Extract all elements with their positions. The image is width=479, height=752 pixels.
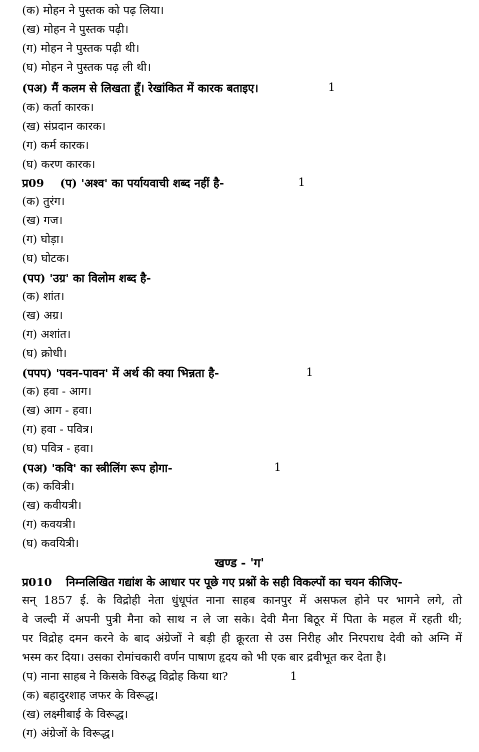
marks-q9-iv: 1 — [274, 461, 282, 474]
option-q8-a: (क) मोहन ने पुस्तक को पढ़ लिया। — [22, 4, 164, 17]
option-q9iv-a: (क) कवित्री। — [22, 480, 75, 493]
question-number-q10: प्र010 — [22, 575, 53, 589]
option-q9iv-c: (ग) कवयत्री। — [22, 518, 76, 531]
marks-q9-iii: 1 — [306, 366, 314, 379]
question-q10-i: (प) नाना साहब ने किसके विरुद्ध विद्रोह किया था? — [22, 670, 228, 683]
question-q9-i: (प) 'अश्व' का पर्यायवाची शब्द नहीं है- — [60, 176, 225, 190]
option-q8v-c: (ग) कर्म कारक। — [22, 139, 89, 152]
option-q9iii-b: (ख) आग - हवा। — [22, 404, 93, 417]
option-q10-b: (ख) लक्ष्मीबाई के विरूद्ध। — [22, 708, 129, 721]
option-q10-c: (ग) अंग्रेजों के विरूद्ध। — [22, 727, 115, 740]
option-q9iii-c: (ग) हवा - पवित्र। — [22, 423, 94, 436]
option-q9ii-a: (क) शांत। — [22, 290, 65, 303]
question-q9-iv: (पअ) 'कवि' का स्त्रीलिंग रूप होगा- — [22, 461, 173, 475]
passage-line-4: भस्म कर दिया। उसका रोमांचकारी वर्णन पाषाण हृदय को भी एक बार द्रवीभूत कर देता है। — [22, 651, 387, 664]
option-q8v-b: (ख) संप्रदान कारक। — [22, 120, 106, 133]
question-q9-iii: (पपप) 'पवन-पावन' में अर्थ की क्या भिन्नता है- — [22, 366, 220, 380]
question-q8-v: (पअ) मैं कलम से लिखता हूँ। रेखांकित में कारक बताइए। — [22, 81, 259, 95]
option-q8v-a: (क) कर्ता कारक। — [22, 101, 94, 114]
option-q8-c: (ग) मोहन ने पुस्तक पढ़ी थी। — [22, 42, 140, 55]
passage-line-2: वे जल्दी में अपनी पुत्री मैना को साथ न ले जा सके। देवी मैना बिठूर में पिता के महल में रहती थी; — [22, 613, 462, 626]
option-q9iii-a: (क) हवा - आग। — [22, 385, 92, 398]
passage-line-1: सन् 1857 ई. के विद्रोही नेता धुंधूपंत नाना साहब कानपुर में असफल होने पर भागने लगे, तो — [22, 594, 462, 607]
option-q9iii-d: (घ) पवित्र - हवा। — [22, 442, 94, 455]
marks-q9-i: 1 — [298, 176, 306, 189]
option-q9iv-d: (घ) कवयित्री। — [22, 537, 79, 550]
option-q9ii-c: (ग) अशांत। — [22, 328, 71, 341]
question-number-q9: प्र09 — [22, 176, 45, 190]
option-q9i-c: (ग) घोड़ा। — [22, 233, 64, 246]
option-q9i-b: (ख) गज। — [22, 214, 63, 227]
marks-q10-i: 1 — [290, 670, 298, 683]
marks-q8-v: 1 — [328, 81, 336, 94]
section-heading: खण्ड - 'ग' — [214, 556, 265, 570]
passage-line-3: पर विद्रोह दमन करने के बाद अंग्रेजों ने बड़ी ही क्रूरता से उस निरीह और निरपराध देवी को अग्नि में — [22, 632, 462, 645]
option-q8-d: (घ) मोहन ने पुस्तक पढ़ ली थी। — [22, 61, 151, 74]
option-q9i-d: (घ) घोटक। — [22, 252, 70, 265]
option-q10-a: (क) बहादुरशाह जफर के विरूद्ध। — [22, 689, 159, 702]
option-q9ii-b: (ख) अग्र। — [22, 309, 63, 322]
q10-instruction: निम्नलिखित गद्यांश के आधार पर पूछे गए प्रश्नों के सही विकल्पों का चयन कीजिए- — [66, 575, 403, 589]
question-q9-ii: (पप) 'उग्र' का विलोम शब्द है- — [22, 271, 151, 285]
option-q9i-a: (क) तुरंग। — [22, 195, 65, 208]
option-q9iv-b: (ख) कवीयत्री। — [22, 499, 82, 512]
option-q8-b: (ख) मोहन ने पुस्तक पढ़ी। — [22, 23, 129, 36]
option-q9ii-d: (घ) क्रोधी। — [22, 347, 67, 360]
option-q8v-d: (घ) करण कारक। — [22, 158, 96, 171]
